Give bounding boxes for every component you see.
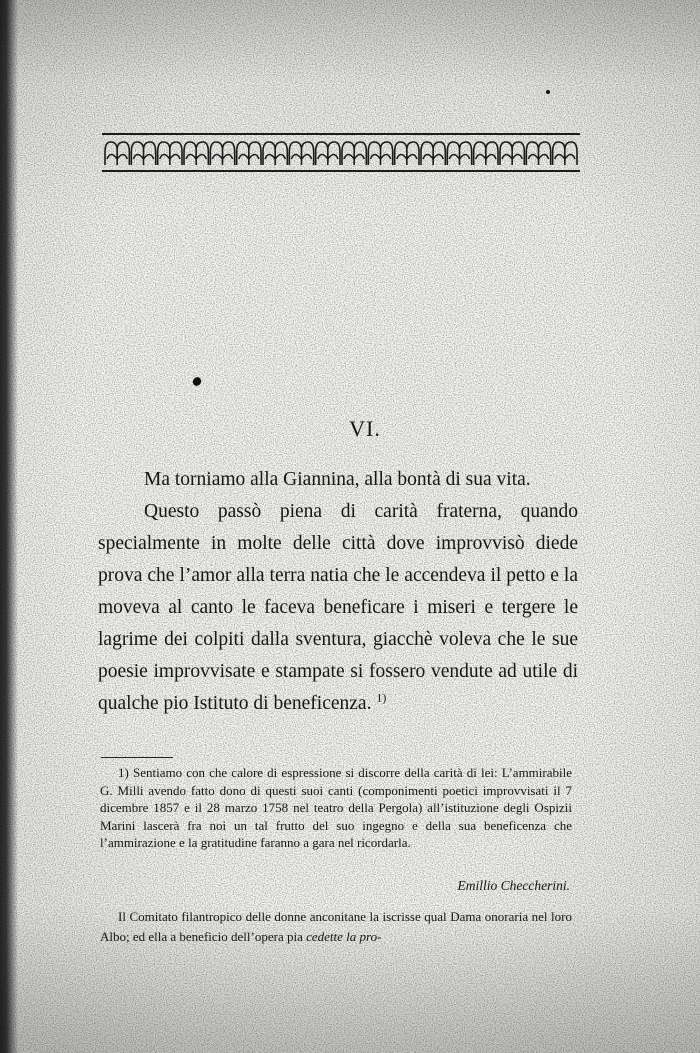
footnote-reference: 1) bbox=[376, 690, 387, 705]
ink-speck bbox=[546, 90, 550, 94]
footnote-1-text: 1) Sentiamo con che calore di espressione si discorre della carità di lei: L’ammirabile G. Milli avendo fatto dono di questi suoi canti (componimenti poetici improvvisati il 7 dicembre 1857 e il 28 marzo 1758 nel teatro della Pergola) all’istituzione degli Ospizii Marini lascerà fra noi un tal frutto del suo ingegno e della sua beneficenza che l’ammirazione e la gratitudine faranno a gara nel ricordarla. bbox=[100, 765, 572, 850]
ornament-motif bbox=[289, 142, 313, 165]
main-text bbox=[98, 464, 578, 720]
ornament-motif bbox=[421, 142, 445, 165]
footnote-continuation-italic: cedette la pro- bbox=[306, 929, 382, 944]
ornament-motif bbox=[500, 142, 524, 165]
ornament-band bbox=[104, 139, 578, 167]
ornament-motif bbox=[184, 142, 208, 165]
ornament-motif bbox=[316, 142, 340, 165]
paragraph-1: Ma torniamo alla Giannina, alla bontà di sua vita. bbox=[144, 469, 531, 490]
ornament-motif bbox=[131, 142, 155, 165]
footnote-signature: Emillio Checcherini. bbox=[457, 878, 570, 893]
ornament-motif bbox=[263, 142, 287, 165]
chapter-heading: VI. bbox=[349, 416, 381, 441]
ornamental-header bbox=[102, 130, 580, 174]
ornament-motif bbox=[526, 142, 550, 165]
ornament-motif bbox=[395, 142, 419, 165]
ink-blot bbox=[191, 376, 202, 388]
footnote-continuation-paragraph bbox=[100, 907, 572, 947]
header-rule-bottom bbox=[102, 170, 580, 172]
ornament-motif bbox=[237, 142, 261, 165]
footnote-continuation bbox=[100, 907, 572, 947]
paragraph-2 bbox=[98, 496, 578, 720]
ornament-motif bbox=[158, 142, 182, 165]
ornament-motif bbox=[210, 142, 234, 165]
ornament-motif bbox=[368, 142, 392, 165]
ornament-motif bbox=[553, 142, 577, 165]
footnote-separator bbox=[101, 757, 173, 758]
paragraph-2-text: Questo passò piena di carità fraterna, quando specialmente in molte delle città dove improvvisò diede prova che l’amor alla terra natia che le accendeva il petto e la moveva al canto le faceva beneficare i miseri e tergere le lagrime dei colpiti dalla sventura, giacchè voleva che le sue poesie improvvisate e stampate si fossero vendute ad utile di qualche pio Istituto di beneficenza. bbox=[98, 501, 578, 714]
header-rule-top bbox=[102, 133, 580, 135]
ornament-motif bbox=[105, 142, 129, 165]
ornament-motif bbox=[474, 142, 498, 165]
ornament-motif bbox=[342, 142, 366, 165]
page-binding-edge bbox=[0, 0, 18, 1053]
footnote-continuation-text: Il Comitato filantropico delle donne anconitane la iscrisse qual Dama onoraria nel loro Albo; ed ella a beneficio dell’opera pia bbox=[100, 909, 572, 944]
footnote-1 bbox=[100, 764, 572, 852]
ornament-motif bbox=[447, 142, 471, 165]
